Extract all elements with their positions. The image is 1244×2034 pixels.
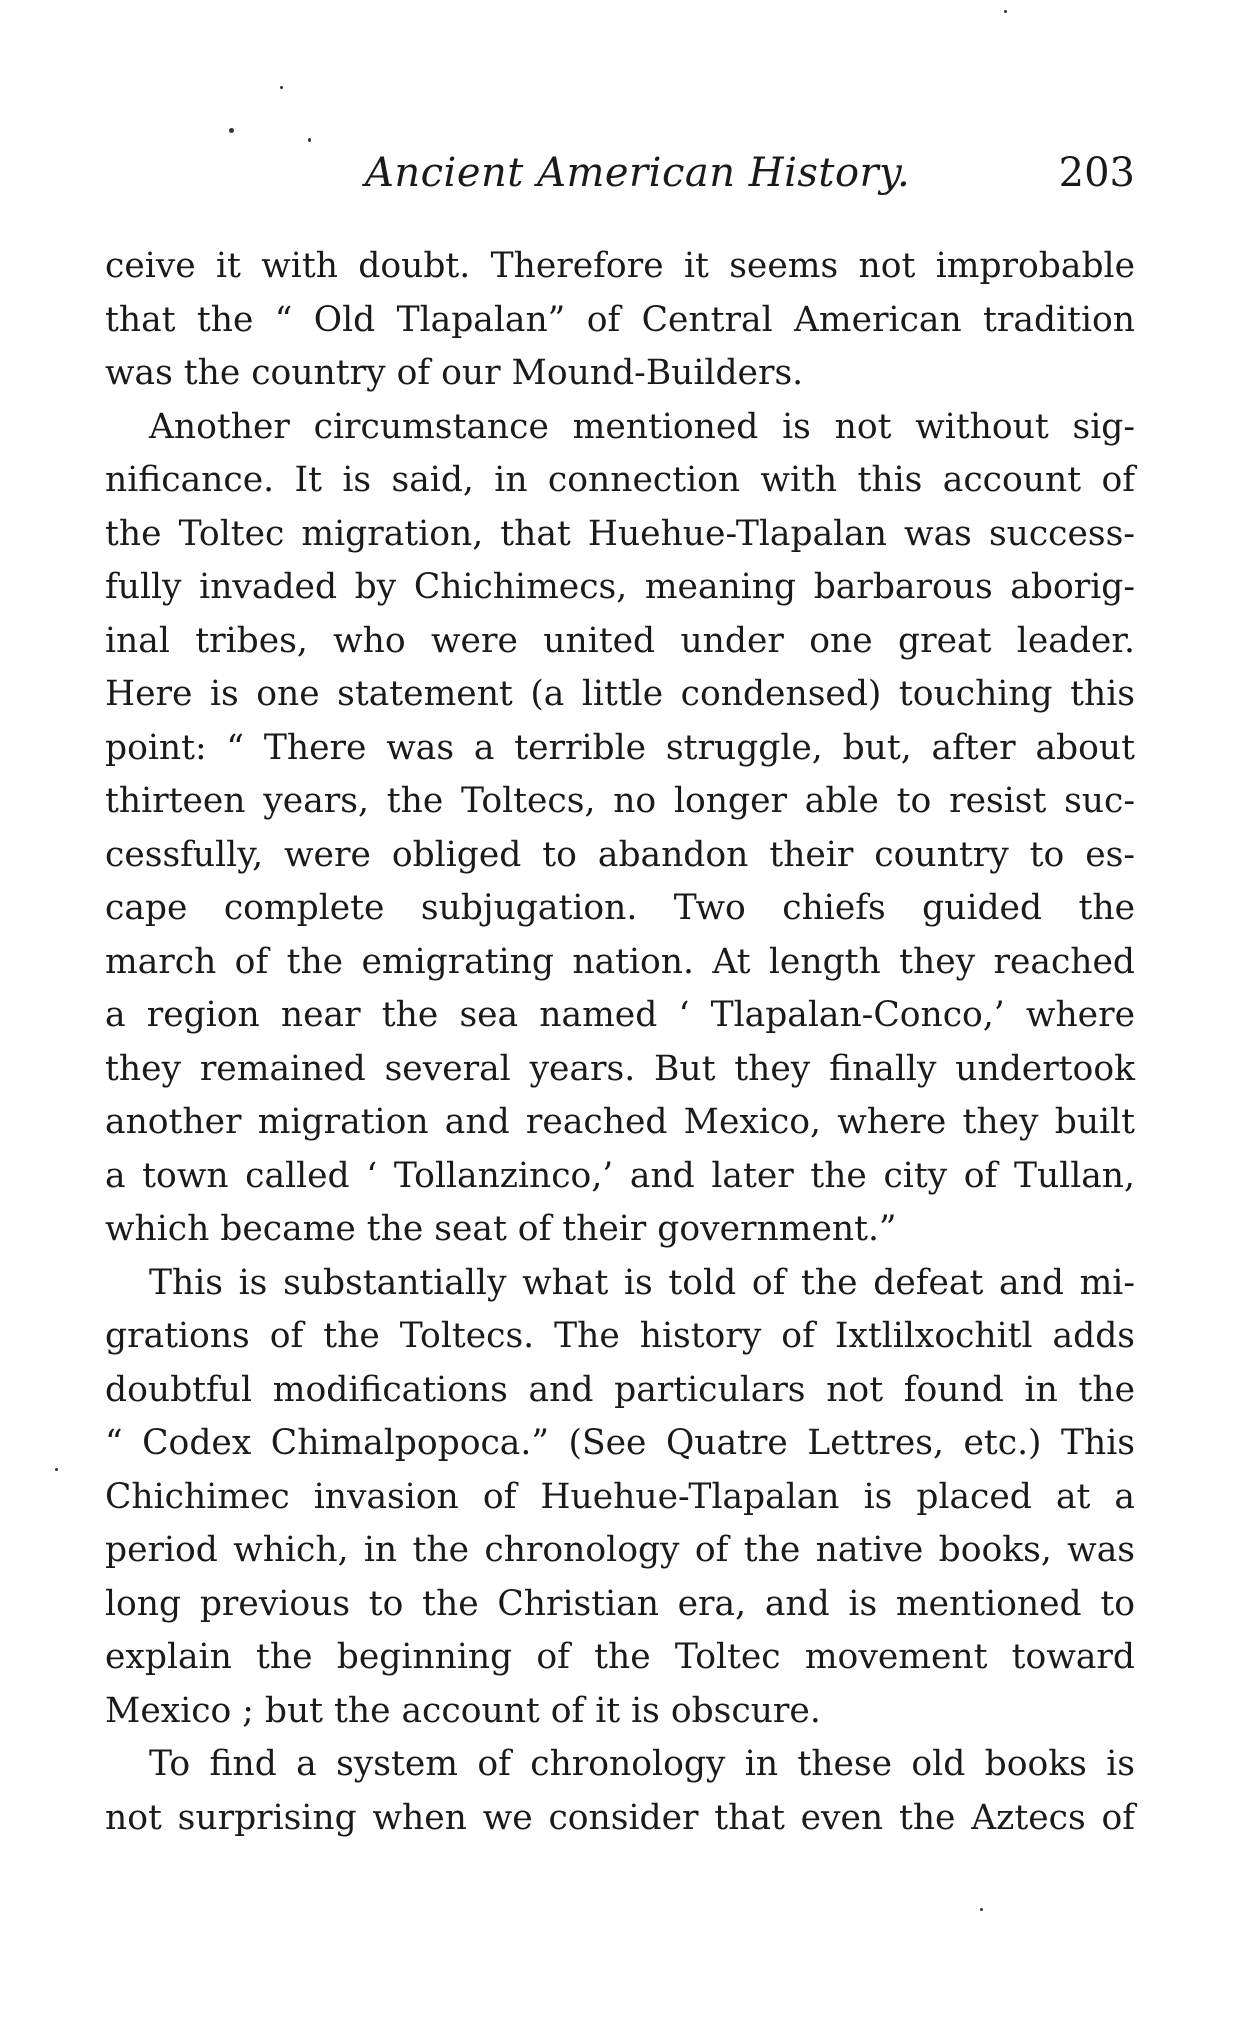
page-number: 203 bbox=[1058, 150, 1135, 196]
body-text bbox=[105, 240, 1135, 1845]
text-line: Another circumstance mentioned is not without sig- bbox=[149, 406, 1135, 447]
text-line: Mexico ; but the account of it is obscure. bbox=[105, 1690, 821, 1731]
text-line: explain the beginning of the Toltec movement toward bbox=[105, 1637, 1135, 1677]
running-title: Ancient American History. bbox=[365, 150, 911, 196]
scan-speck bbox=[308, 138, 311, 142]
text-line: was the country of our Mound-Builders. bbox=[105, 353, 804, 393]
text-line: inal tribes, who were united under one great leader. bbox=[105, 620, 1135, 661]
text-line: “ Codex Chimalpopoca.” (See Quatre Lettres, etc.) This bbox=[105, 1423, 1135, 1463]
text-line: To find a system of chronology in these old books is bbox=[149, 1744, 1135, 1784]
text-line: cape complete subjugation. Two chiefs guided the bbox=[105, 888, 1135, 928]
text-line: grations of the Toltecs. The history of Ixtlilxochitl adds bbox=[105, 1316, 1135, 1356]
text-line: Here is one statement (a little condensed) touching this bbox=[105, 674, 1135, 714]
text-line: period which, in the chronology of the native books, was bbox=[105, 1530, 1135, 1570]
text-line: cessfully, were obliged to abandon their country to es- bbox=[105, 834, 1135, 875]
text-line: a region near the sea named ‘ Tlapalan-Conco,’ where bbox=[105, 995, 1135, 1035]
text-line: not surprising when we consider that even the Aztecs of bbox=[105, 1797, 1135, 1838]
text-line: which became the seat of their government.” bbox=[105, 1209, 897, 1249]
text-line: This is substantially what is told of the defeat and mi- bbox=[149, 1262, 1135, 1303]
text-line: long previous to the Christian era, and is mentioned to bbox=[105, 1583, 1135, 1624]
text-line: ceive it with doubt. Therefore it seems not improbable bbox=[105, 246, 1135, 286]
text-line: Chichimec invasion of Huehue-Tlapalan is placed at a bbox=[105, 1476, 1135, 1517]
scan-speck bbox=[980, 1908, 983, 1911]
text-line: doubtful modifications and particulars not found in the bbox=[105, 1369, 1135, 1410]
scan-speck bbox=[229, 128, 234, 133]
text-line: fully invaded by Chichimecs, meaning barbarous aborig- bbox=[105, 567, 1135, 607]
text-line: a town called ‘ Tollanzinco,’ and later the city of Tullan, bbox=[105, 1155, 1135, 1196]
scan-speck bbox=[55, 1468, 58, 1471]
text-line: nificance. It is said, in connection with this account of bbox=[105, 460, 1135, 500]
scan-speck bbox=[1004, 10, 1007, 13]
text-line: the Toltec migration, that Huehue-Tlapalan was success- bbox=[105, 513, 1135, 554]
text-line: they remained several years. But they finally undertook bbox=[105, 1048, 1135, 1089]
scan-speck bbox=[280, 86, 283, 89]
text-line: another migration and reached Mexico, where they built bbox=[105, 1102, 1135, 1142]
text-line: thirteen years, the Toltecs, no longer able to resist suc- bbox=[105, 781, 1135, 821]
text-line: that the “ Old Tlapalan” of Central American tradition bbox=[105, 299, 1135, 340]
page-header bbox=[105, 150, 1135, 200]
text-line: point: “ There was a terrible struggle, but, after about bbox=[105, 727, 1135, 768]
text-line: march of the emigrating nation. At length they reached bbox=[105, 941, 1135, 982]
